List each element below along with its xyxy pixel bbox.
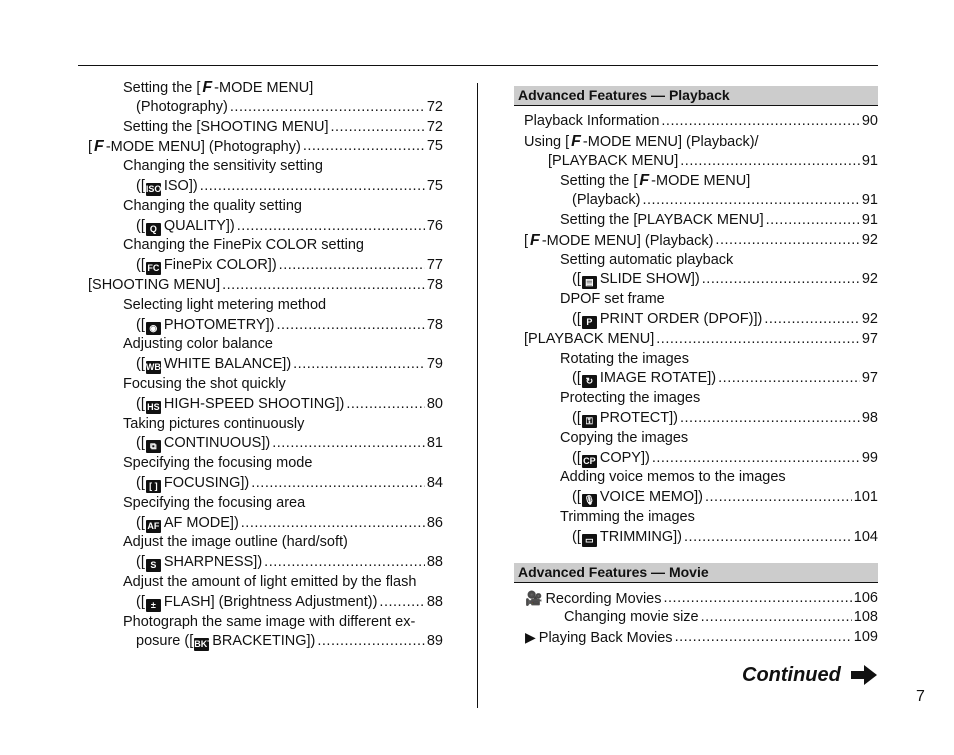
toc-entry-text: Specifying the focusing area	[123, 494, 306, 511]
toc-entry-text: ([	[136, 177, 145, 194]
af-mode-icon: AF	[147, 520, 160, 531]
sharpness-icon: S	[146, 559, 161, 572]
toc-entry-text: Using [	[524, 133, 570, 150]
toc-entry-text: DPOF set frame	[560, 291, 665, 308]
toc-entry-title	[123, 197, 302, 217]
dot-leader	[293, 355, 425, 375]
toc-entry[interactable]	[514, 191, 878, 211]
toc-entry-text: FLASH] (Brightness Adjustment))	[163, 593, 378, 610]
toc-entry-text: Adjust the amount of light emitted by the flash	[123, 573, 417, 590]
toc-entry[interactable]	[514, 171, 878, 191]
toc-entry[interactable]	[88, 197, 443, 217]
dot-leader	[656, 330, 860, 350]
toc-entry-title	[136, 256, 277, 276]
dot-leader	[379, 593, 424, 613]
toc-entry-text: Copying the images	[560, 429, 689, 446]
toc-page-number: 92	[861, 271, 878, 288]
toc-entry[interactable]	[514, 628, 878, 648]
dot-leader	[230, 98, 425, 118]
toc-entry[interactable]	[514, 389, 878, 409]
toc-entry-text: ([	[136, 554, 145, 571]
toc-entry-title	[136, 316, 275, 336]
toc-entry-text: Recording Movies	[545, 590, 662, 607]
dot-leader	[701, 608, 852, 628]
toc-page-number: 78	[426, 276, 443, 293]
dot-leader	[317, 632, 425, 652]
toc-entry-text: Changing movie size	[564, 609, 699, 626]
toc-entry-text: Playing Back Movies	[538, 630, 673, 647]
toc-entry[interactable]	[88, 553, 443, 573]
toc-entry-title	[572, 488, 703, 508]
toc-entry-text: ([	[136, 356, 145, 373]
toc-page-number: 109	[853, 629, 878, 646]
dot-leader	[200, 177, 425, 197]
toc-entry-title	[524, 628, 673, 648]
toc-entry-text: -MODE MENU]	[651, 173, 751, 190]
toc-entry-title	[123, 296, 326, 316]
high-speed-icon: HS	[147, 401, 160, 412]
dot-leader	[680, 409, 860, 429]
toc-entry-title	[136, 553, 262, 573]
toc-entry-text: CONTINUOUS])	[163, 435, 271, 452]
iso-icon: ISO	[145, 183, 162, 194]
toc-entry-text: PHOTOMETRY])	[163, 316, 275, 333]
toc-entry-text: Photograph the same image with different ex-	[123, 613, 416, 630]
toc-entry-text: -MODE MENU] (Playback)/	[582, 133, 759, 150]
toc-entry-title	[524, 132, 759, 152]
toc-entry-title	[572, 528, 682, 548]
toc-entry-text: [SHOOTING MENU]	[88, 276, 221, 293]
toc-entry[interactable]	[514, 350, 878, 370]
toc-entry-title	[560, 429, 688, 449]
toc-entry[interactable]	[514, 132, 878, 152]
toc-entry-title	[524, 112, 659, 132]
toc-entry-title	[123, 78, 313, 98]
toc-page-number: 89	[426, 633, 443, 650]
dot-leader	[222, 276, 425, 296]
toc-page-number: 88	[426, 593, 443, 610]
toc-page-number: 75	[426, 177, 443, 194]
toc-entry-text: Focusing the shot quickly	[123, 375, 286, 392]
toc-entry-title	[123, 494, 305, 514]
toc-page-number: 106	[853, 589, 878, 606]
toc-entry[interactable]	[88, 533, 443, 553]
toc-entry-title	[524, 231, 713, 251]
toc-entry-text: PRINT ORDER (DPOF)])	[599, 310, 763, 327]
toc-right-column	[514, 86, 878, 648]
toc-entry[interactable]	[88, 573, 443, 593]
toc-entry-text: ([	[136, 593, 145, 610]
dot-leader	[272, 434, 425, 454]
toc-entry-text: Changing the FinePix COLOR setting	[123, 237, 364, 254]
toc-entry-title	[548, 152, 678, 172]
section-title-movie: Advanced Features — Movie	[514, 563, 878, 583]
white-balance-icon: WB	[145, 362, 161, 373]
toc-entry[interactable]	[514, 488, 878, 508]
toc-page-number: 92	[861, 310, 878, 327]
toc-page-number: 108	[853, 609, 878, 626]
toc-page-number: 78	[426, 316, 443, 333]
toc-entry-text: Adjust the image outline (hard/soft)	[123, 534, 348, 551]
toc-page-number: 86	[426, 514, 443, 531]
f-icon: F	[639, 172, 650, 190]
toc-entry[interactable]	[88, 296, 443, 316]
toc-entry-text: Changing the sensitivity setting	[123, 158, 323, 175]
toc-entry-text: posure ([	[136, 633, 194, 650]
toc-page-number: 72	[426, 98, 443, 115]
toc-entry[interactable]	[88, 98, 443, 118]
dot-leader	[764, 310, 860, 330]
toc-entry-text: Specifying the focusing mode	[123, 455, 313, 472]
toc-entry[interactable]	[88, 157, 443, 177]
toc-entry-text: [PLAYBACK MENU]	[548, 152, 679, 169]
toc-entry-text: Changing the quality setting	[123, 197, 302, 214]
toc-entry-title	[560, 508, 695, 528]
flash-icon: ±	[146, 599, 161, 612]
movie-camera-icon: 🎥	[525, 589, 543, 606]
toc-entry-text: Setting the [SHOOTING MENU]	[123, 118, 329, 135]
toc-entry[interactable]	[514, 152, 878, 172]
toc-entry-text: Trimming the images	[560, 508, 695, 525]
toc-page-number: 81	[426, 435, 443, 452]
toc-entry-text: ([	[572, 370, 581, 387]
print-order-icon: P	[582, 316, 597, 329]
dot-leader	[702, 270, 860, 290]
toc-entry-text: [	[524, 232, 529, 249]
toc-entry-text: ([	[136, 217, 145, 234]
dot-leader	[661, 112, 859, 132]
bracketing-icon: BKT	[194, 639, 213, 650]
toc-entry[interactable]	[514, 290, 878, 310]
toc-entry[interactable]	[514, 112, 878, 132]
toc-entry-title	[572, 270, 700, 290]
toc-entry-text: ([	[136, 435, 145, 452]
f-icon: F	[571, 132, 581, 150]
toc-entry[interactable]	[88, 236, 443, 256]
toc-entry-title	[88, 137, 301, 157]
toc-entry-title	[88, 276, 220, 296]
toc-entry-text: IMAGE ROTATE])	[599, 370, 717, 387]
toc-page-number: 97	[861, 330, 878, 347]
image-rotate-icon: ↻	[582, 375, 597, 388]
toc-page-number: 77	[426, 257, 443, 274]
toc-entry[interactable]	[88, 474, 443, 494]
toc-entry[interactable]	[514, 251, 878, 271]
toc-entry[interactable]	[514, 528, 878, 548]
toc-entry-title	[123, 454, 312, 474]
focusing-icon: [ ]	[146, 480, 161, 493]
toc-entry-title	[572, 369, 716, 389]
dot-leader	[766, 211, 860, 231]
toc-entry[interactable]	[88, 613, 443, 633]
toc-entry-text: TRIMMING])	[599, 528, 683, 545]
toc-entry-title	[136, 395, 344, 415]
toc-entry-text: FinePix COLOR])	[163, 257, 277, 274]
movie-entries	[514, 589, 878, 648]
toc-entry[interactable]	[88, 276, 443, 296]
dot-leader	[330, 118, 424, 138]
toc-entry-text: Setting the [	[560, 173, 638, 190]
dot-leader	[279, 256, 425, 276]
toc-page-number: 101	[853, 489, 878, 506]
toc-entry-title	[560, 350, 689, 370]
toc-entry-title	[123, 335, 273, 355]
toc-entry-title	[123, 613, 415, 633]
toc-entry[interactable]	[514, 429, 878, 449]
toc-entry-title	[572, 449, 650, 469]
toc-entry-text: [PLAYBACK MENU]	[524, 330, 655, 347]
toc-entry[interactable]	[514, 449, 878, 469]
toc-entry-title	[123, 533, 348, 553]
toc-entry[interactable]	[514, 608, 878, 628]
toc-entry-title	[123, 157, 323, 177]
toc-entry[interactable]	[514, 231, 878, 251]
toc-entry[interactable]	[88, 454, 443, 474]
toc-entry[interactable]	[88, 256, 443, 276]
toc-entry-title	[560, 251, 733, 271]
dot-leader	[675, 628, 852, 648]
toc-page-number: 99	[861, 449, 878, 466]
toc-entry-title	[560, 290, 665, 310]
toc-entry-text: ISO])	[163, 177, 198, 194]
toc-entry[interactable]	[514, 409, 878, 429]
toc-entry-title	[136, 98, 228, 118]
toc-entry-text: Setting the [PLAYBACK MENU]	[560, 211, 764, 228]
toc-entry-title	[560, 171, 750, 191]
toc-entry-title	[123, 415, 304, 435]
toc-entry-text: COPY])	[599, 449, 650, 466]
toc-entry-text: -MODE MENU] (Playback)	[541, 232, 714, 249]
toc-entry[interactable]	[88, 494, 443, 514]
toc-entry[interactable]	[88, 514, 443, 534]
toc-entry-title	[123, 573, 416, 593]
toc-entry[interactable]	[88, 434, 443, 454]
playback-entries	[514, 112, 878, 548]
toc-page-number: 79	[426, 356, 443, 373]
toc-entry[interactable]	[514, 369, 878, 389]
dot-leader	[241, 514, 425, 534]
toc-page-number: 92	[861, 231, 878, 248]
toc-entry-text: ([	[572, 528, 581, 545]
toc-entry[interactable]	[88, 137, 443, 157]
toc-page-number: 72	[426, 118, 443, 135]
dot-leader	[643, 191, 860, 211]
dot-leader	[652, 449, 860, 469]
f-icon: F	[530, 231, 540, 249]
toc-entry-text: ([	[136, 257, 145, 274]
toc-page-number: 88	[426, 554, 443, 571]
toc-entry-title	[136, 514, 239, 534]
toc-entry-text: ([	[136, 474, 145, 491]
toc-entry-text: Adding voice memos to the images	[560, 469, 786, 486]
toc-entry[interactable]	[88, 316, 443, 336]
toc-entry-title	[136, 632, 315, 652]
toc-entry[interactable]	[88, 177, 443, 197]
toc-entry[interactable]	[514, 589, 878, 609]
continued-label: Continued	[742, 664, 841, 686]
toc-entry-text: [	[88, 139, 93, 156]
continuous-icon: ⧉	[146, 440, 161, 453]
toc-entry-text: ([	[572, 489, 581, 506]
dot-leader	[251, 474, 425, 494]
toc-entry-text: Selecting light metering method	[123, 296, 327, 313]
toc-entry-text: FOCUSING])	[163, 474, 250, 491]
toc-page-number: 104	[853, 528, 878, 545]
toc-entry-text: (Playback)	[572, 192, 641, 209]
toc-page-number: 91	[861, 211, 878, 228]
toc-left-column	[88, 78, 443, 652]
play-icon: ▶	[525, 629, 536, 646]
right-arrow-icon	[851, 665, 877, 685]
protect-icon: ⚿	[582, 415, 597, 428]
toc-entry-text: -MODE MENU] (Photography)	[105, 139, 301, 156]
toc-entry-text: Rotating the images	[560, 350, 689, 367]
toc-entry-text: -MODE MENU]	[214, 80, 314, 96]
page-number: 7	[916, 688, 925, 705]
dot-leader	[277, 316, 425, 336]
copy-icon: CP	[583, 455, 596, 466]
toc-page-number: 91	[861, 192, 878, 209]
toc-entry-text: Protecting the images	[560, 390, 701, 407]
toc-entry-text: ([	[572, 271, 581, 288]
toc-page-number: 75	[426, 138, 443, 155]
toc-entry-text: ([	[136, 395, 145, 412]
toc-entry-text: BRACKETING])	[212, 633, 316, 650]
finepix-color-icon: FC	[147, 263, 160, 274]
toc-entry-title	[123, 118, 328, 138]
toc-entry-text: Taking pictures continuously	[123, 415, 305, 432]
f-icon: F	[202, 79, 213, 96]
dot-leader	[705, 488, 852, 508]
toc-entry-title	[524, 330, 654, 350]
top-rule	[78, 65, 878, 66]
dot-leader	[346, 395, 425, 415]
dot-leader	[303, 137, 425, 157]
toc-page-number: 98	[861, 409, 878, 426]
toc-page-number: 76	[426, 217, 443, 234]
toc-entry-title	[524, 589, 662, 609]
quality-icon: Q	[146, 223, 161, 236]
toc-entry-title	[136, 217, 235, 237]
toc-entry-text: Playback Information	[524, 113, 660, 129]
toc-entry[interactable]	[88, 415, 443, 435]
toc-page-number: 90	[861, 113, 878, 129]
slide-show-icon: ▤	[582, 276, 597, 289]
toc-entry-text: QUALITY])	[163, 217, 235, 234]
toc-entry-title	[572, 409, 678, 429]
toc-entry[interactable]	[88, 632, 443, 652]
toc-entry-title	[564, 608, 699, 628]
toc-entry-text: WHITE BALANCE])	[163, 356, 292, 373]
toc-entry-text: ([	[572, 310, 581, 327]
toc-entry[interactable]	[88, 118, 443, 138]
dot-leader	[264, 553, 425, 573]
toc-page-number: 91	[861, 152, 878, 169]
dot-leader	[684, 528, 852, 548]
toc-entry-title	[560, 389, 700, 409]
toc-page-number: 80	[426, 395, 443, 412]
toc-entry[interactable]	[514, 468, 878, 488]
toc-entry-text: Adjusting color balance	[123, 336, 273, 353]
dot-leader	[680, 152, 860, 172]
trimming-icon: ▭	[582, 534, 597, 547]
dot-leader	[718, 369, 860, 389]
toc-entry[interactable]	[514, 211, 878, 231]
section-title-playback: Advanced Features — Playback	[514, 86, 878, 106]
toc-entry-text: VOICE MEMO])	[599, 489, 703, 506]
toc-entry-title	[136, 355, 291, 375]
toc-entry-text: PROTECT])	[599, 409, 678, 426]
voice-memo-icon: 🎙	[583, 495, 596, 506]
toc-entry-text: ([	[572, 449, 581, 466]
toc-entry-text: ([	[136, 514, 145, 531]
toc-entry-text: SLIDE SHOW])	[599, 271, 700, 288]
toc-entry-title	[136, 434, 270, 454]
toc-entry-text: Setting the [	[123, 80, 201, 96]
dot-leader	[664, 589, 852, 609]
toc-entry-text: (Photography)	[136, 98, 228, 115]
toc-entry-title	[560, 211, 764, 231]
toc-entry[interactable]	[88, 217, 443, 237]
toc-entry-title	[136, 177, 198, 197]
column-divider	[477, 83, 478, 708]
dot-leader	[715, 231, 859, 251]
toc-entry-text: Setting automatic playback	[560, 251, 734, 268]
dot-leader	[237, 217, 425, 237]
toc-entry-title	[123, 375, 286, 395]
toc-entry-text: ([	[572, 409, 581, 426]
toc-entry[interactable]	[88, 335, 443, 355]
toc-entry[interactable]	[88, 395, 443, 415]
toc-entry-title	[572, 191, 641, 211]
toc-entry-title	[136, 593, 377, 613]
toc-entry[interactable]	[514, 330, 878, 350]
toc-entry-text: HIGH-SPEED SHOOTING])	[163, 395, 345, 412]
toc-entry[interactable]	[514, 310, 878, 330]
toc-entry[interactable]	[88, 375, 443, 395]
toc-entry[interactable]	[514, 270, 878, 290]
photometry-icon: ◉	[146, 322, 161, 335]
toc-entry-text: AF MODE])	[163, 514, 239, 531]
toc-page-number: 97	[861, 370, 878, 387]
toc-entry-title	[123, 236, 364, 256]
toc-entry[interactable]	[88, 78, 443, 98]
toc-entry[interactable]	[88, 593, 443, 613]
toc-entry[interactable]	[88, 355, 443, 375]
toc-entry-title	[560, 468, 786, 488]
toc-page-number: 84	[426, 474, 443, 491]
toc-entry-title	[136, 474, 249, 494]
toc-entry[interactable]	[514, 508, 878, 528]
toc-entry-text: ([	[136, 316, 145, 333]
toc-entry-title	[572, 310, 762, 330]
toc-entry-text: SHARPNESS])	[163, 554, 263, 571]
f-icon: F	[94, 138, 104, 156]
